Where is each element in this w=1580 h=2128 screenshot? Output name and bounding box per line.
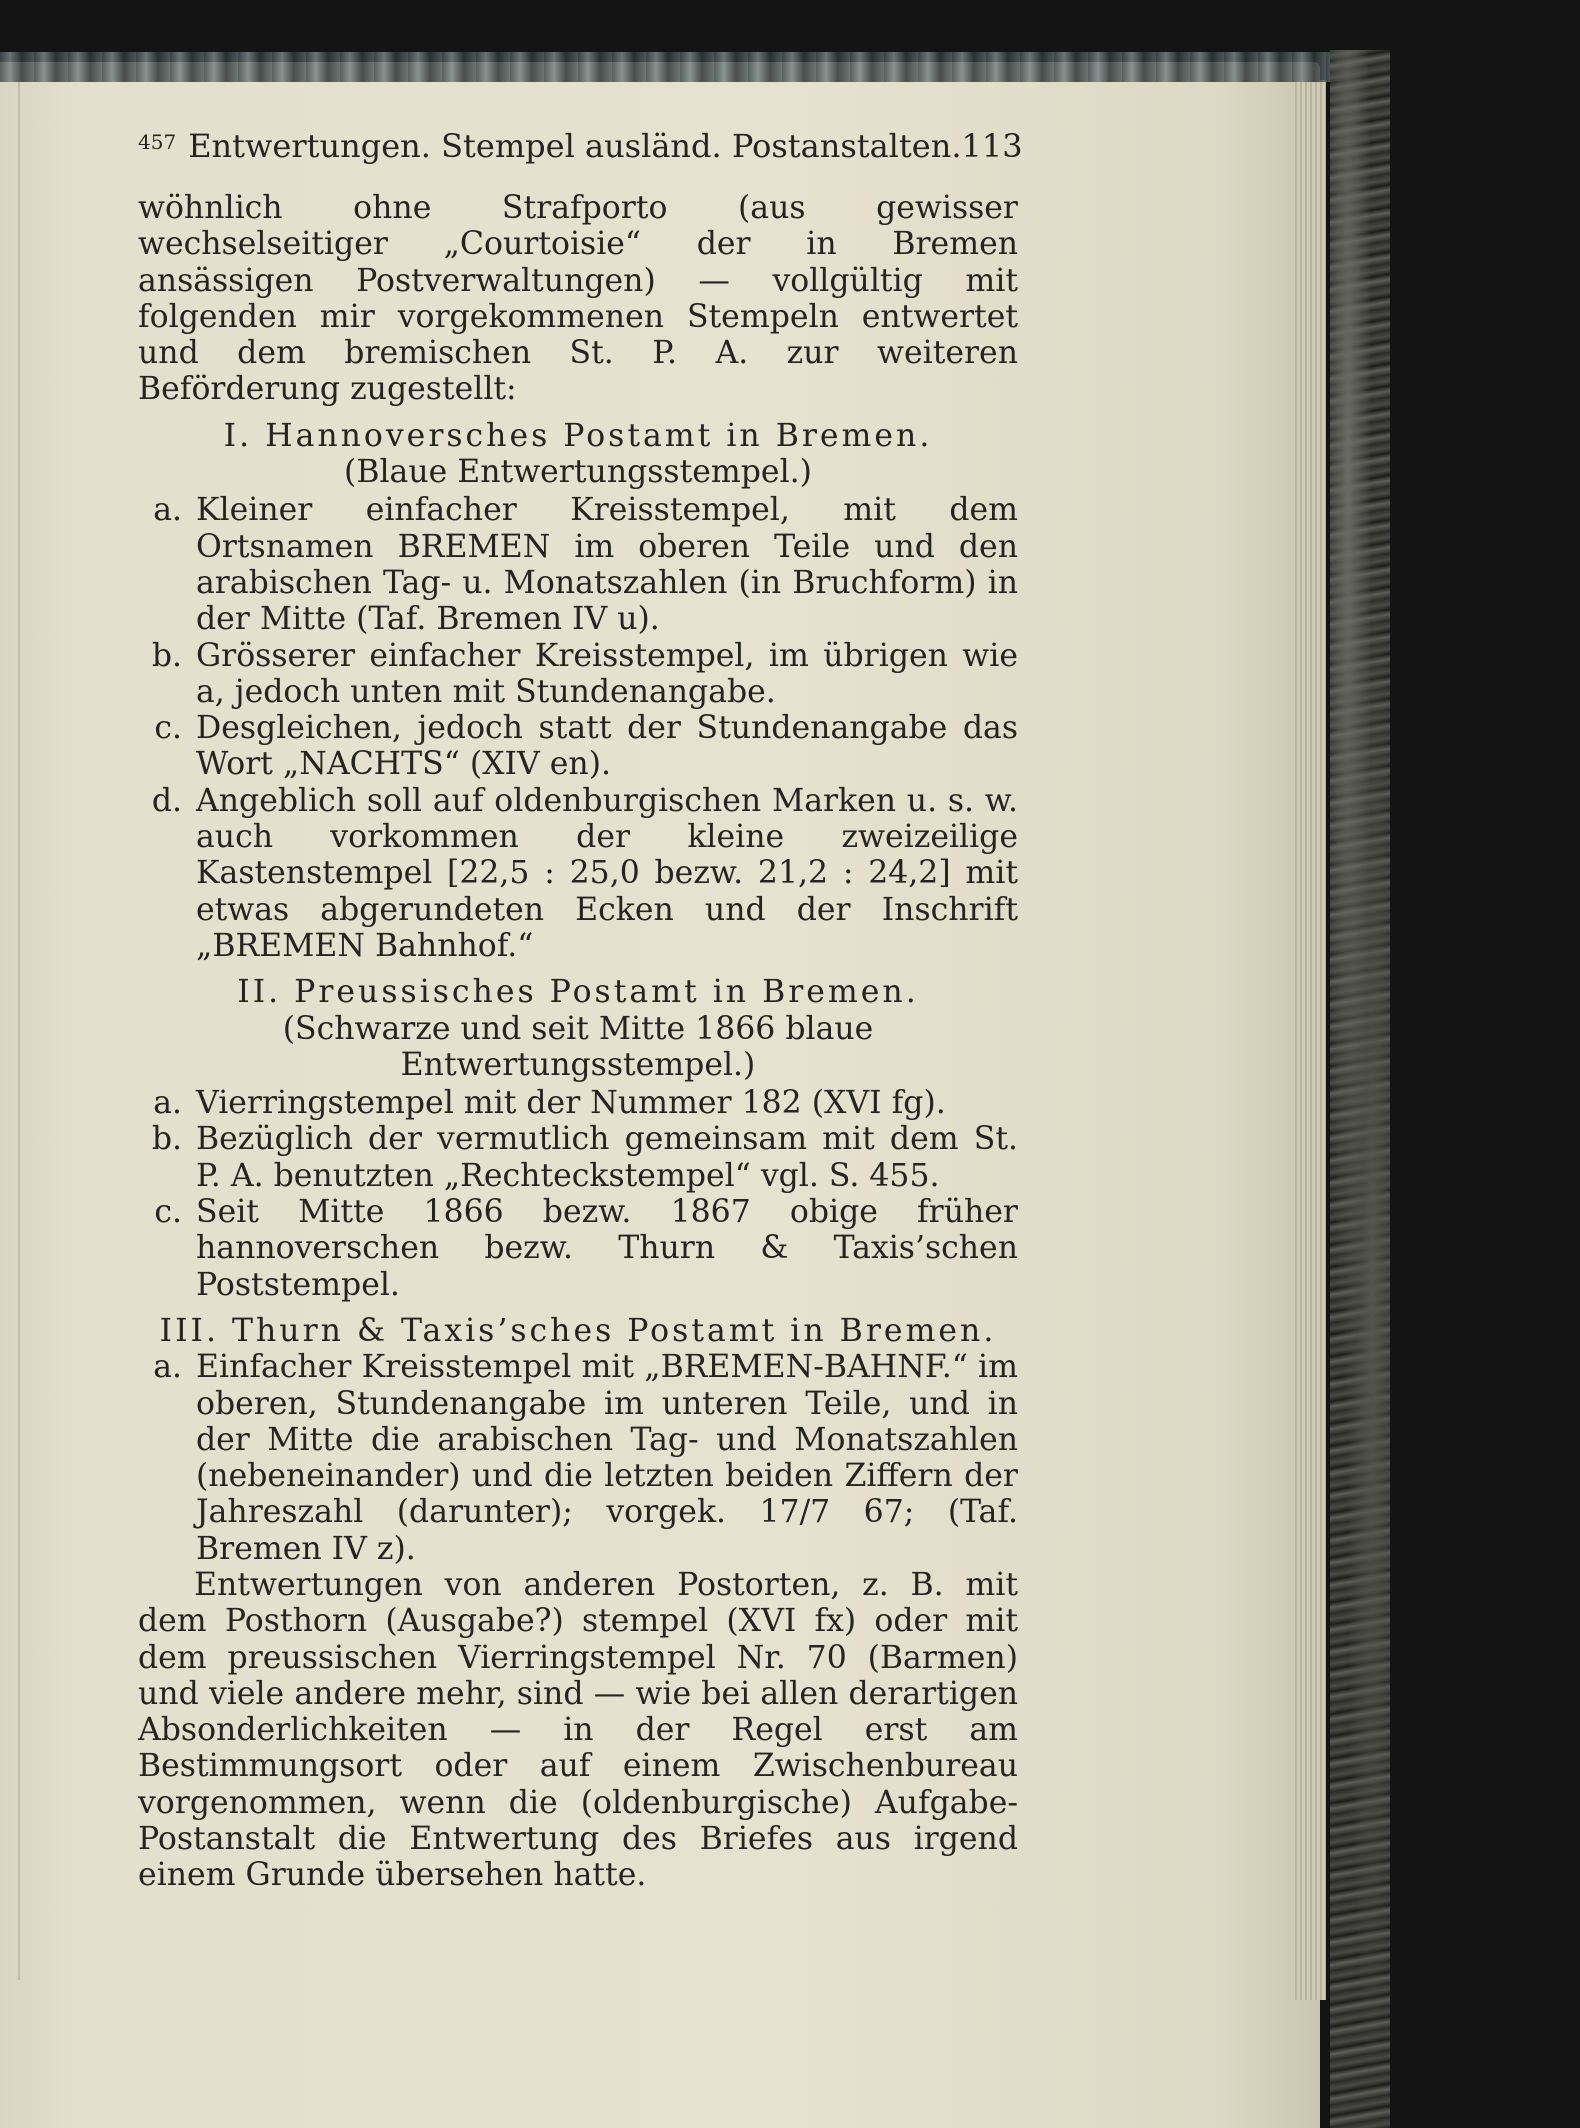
item-text: Angeblich soll auf oldenburgischen Marken u. s. w. auch vorkommen der kleine zweizeilige Kastenstempel [22,5 : 25,0 bezw. 21,2 : 24,2] mit etwas abgerundeten Ecken und der Inschrift „BREMEN Bahnhof.“ bbox=[196, 782, 1018, 964]
item-text: Desgleichen, jedoch statt der Stundenangabe das Wort „NACHTS“ (XIV en). bbox=[196, 710, 1018, 783]
list-item bbox=[138, 492, 1018, 637]
item-label: c. bbox=[154, 1194, 182, 1231]
item-label: c. bbox=[154, 710, 182, 747]
list-item bbox=[138, 710, 1018, 783]
item-text: Kleiner einfacher Kreisstempel, mit dem Ortsnamen BREMEN im oberen Teile und den arabischen Tag- u. Monatszahlen (in Bruchform) in der Mitte (Taf. Bremen IV u). bbox=[196, 492, 1018, 638]
section-3 bbox=[138, 1313, 1018, 1567]
page-content bbox=[138, 127, 1023, 1894]
page-number: 113 bbox=[961, 127, 1023, 165]
section-heading: II. Preussisches Postamt in Bremen. bbox=[237, 974, 919, 1011]
marbled-cover bbox=[1330, 50, 1390, 2128]
section-2 bbox=[138, 974, 1018, 1303]
item-label: b. bbox=[151, 1121, 182, 1158]
section-subheading: (Schwarze und seit Mitte 1866 blaue Entwertungsstempel.) bbox=[282, 1010, 874, 1083]
signature-mark: 457 bbox=[138, 130, 177, 154]
section-heading: III. Thurn & Taxis’sches Postamt in Bremen. bbox=[159, 1312, 997, 1349]
section-heading: I. Hannoversches Postamt in Bremen. bbox=[223, 417, 933, 454]
section-subheading: (Blaue Entwertungsstempel.) bbox=[344, 454, 812, 491]
section-1 bbox=[138, 418, 1018, 964]
list-item bbox=[138, 1121, 1018, 1194]
item-label: d. bbox=[151, 782, 182, 819]
item-text: Bezüglich der vermutlich gemeinsam mit dem St. P. A. benutzten „Rechteckstempel“ vgl. S. 455. bbox=[196, 1121, 1018, 1194]
list-item bbox=[138, 1194, 1018, 1303]
item-text: Einfacher Kreisstempel mit „BREMEN-BAHNF.“ im oberen, Stundenangabe im unteren Teile, und in der Mitte die arabischen Tag- und Monatszahlen (nebeneinander) und die letzten beiden Ziffern der Jahreszahl (darunter); vorgek. 17/7 67; (Taf. Bremen IV z). bbox=[196, 1349, 1018, 1567]
item-text: Grösserer einfacher Kreisstempel, im übrigen wie a, jedoch unten mit Stundenangabe. bbox=[196, 637, 1018, 710]
list-item bbox=[138, 1085, 1018, 1121]
list-item bbox=[138, 1349, 1018, 1567]
item-text: Seit Mitte 1866 bezw. 1867 obige früher hannoverschen bezw. Thurn & Taxis’schen Poststempel. bbox=[196, 1194, 1018, 1303]
item-label: a. bbox=[153, 1085, 182, 1122]
page-edges bbox=[1292, 80, 1326, 2000]
item-label: b. bbox=[151, 637, 182, 674]
item-label: a. bbox=[153, 1349, 182, 1386]
running-header bbox=[138, 127, 1023, 168]
intro-paragraph: wöhnlich ohne Strafporto (aus gewisser wechselseitiger „Courtoisie“ der in Bremen ansässigen Postverwaltungen) — vollgültig mit folgenden mir vorgekommenen Stempeln entwertet und dem bremischen St. P. A. zur weiteren Beförderung zugestellt: bbox=[138, 190, 1018, 408]
top-binding bbox=[0, 52, 1390, 82]
list-item bbox=[138, 638, 1018, 711]
gutter bbox=[18, 80, 36, 1980]
item-text: Vierringstempel mit der Nummer 182 (XVI fg). bbox=[196, 1085, 946, 1122]
closing-paragraph: Entwertungen von anderen Postorten, z. B. mit dem Posthorn (Ausgabe?) stempel (XVI fx) oder mit dem preussischen Vierringstempel Nr. 70 (Barmen) und viele andere mehr, sind — wie bei allen derartigen Absonderlichkeiten — in der Regel erst am Bestimmungsort oder auf einem Zwischenbureau vorgenommen, wenn die (oldenburgische) Aufgabe-Postanstalt die Entwertung des Briefes aus irgend einem Grunde übersehen hatte. bbox=[138, 1566, 1018, 1894]
header-title: Entwertungen. Stempel ausländ. Postanstalten. bbox=[188, 127, 962, 165]
item-label: a. bbox=[153, 492, 182, 529]
list-item bbox=[138, 783, 1018, 964]
